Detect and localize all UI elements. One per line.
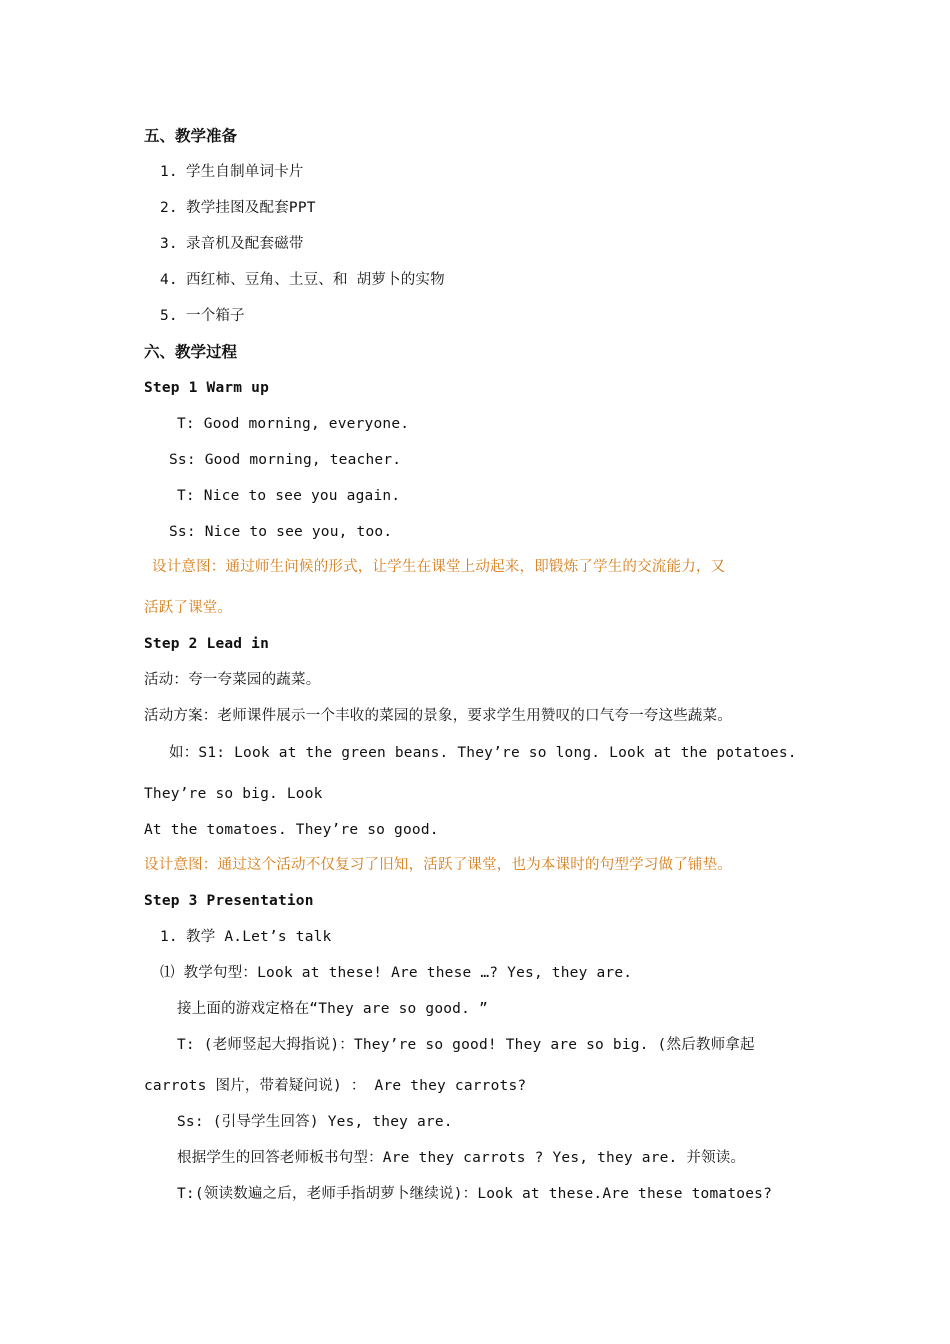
sentence-pattern-line: ⑴ 教学句型：Look at these! Are these …? Yes, they are. — [160, 965, 633, 981]
dialog-line: T: Good morning, everyone. — [177, 416, 410, 432]
prep-item-number: 5. — [160, 308, 178, 324]
activity-text: 活动：夸一夸菜园的蔬菜。 — [144, 672, 321, 688]
dialog-line: Ss: Nice to see you, too. — [169, 524, 393, 540]
prep-item-text: 西红柿、豆角、土豆、和 胡萝卜的实物 — [186, 272, 445, 288]
teaching-item-number: 1. — [160, 929, 178, 945]
dialog-line: T: Nice to see you again. — [177, 488, 401, 504]
prep-item-number: 1. — [160, 164, 178, 180]
section-heading-process: 六、教学过程 — [144, 342, 238, 361]
prep-item-3 — [160, 234, 304, 254]
design-intent-step2: 设计意图：通过这个活动不仅复习了旧知，活跃了课堂，也为本课时的句型学习做了铺垫。 — [144, 857, 732, 873]
procedure-line: 根据学生的回答老师板书句型：Are they carrots ? Yes, they are. 并领读。 — [177, 1150, 746, 1166]
step1-title: Step 1 Warm up — [144, 380, 270, 396]
prep-item-1 — [160, 162, 304, 182]
activity-plan: 活动方案：老师课件展示一个丰收的菜园的景象，要求学生用赞叹的口气夸一夸这些蔬菜。 — [144, 708, 732, 724]
prep-item-text: 教学挂图及配套PPT — [186, 200, 316, 216]
prep-item-text: 录音机及配套磁带 — [186, 236, 304, 252]
design-intent-step1-cont: 活跃了课堂。 — [144, 600, 233, 616]
step3-title: Step 3 Presentation — [144, 893, 314, 909]
design-intent-step1: 设计意图：通过师生问候的形式，让学生在课堂上动起来，即锻炼了学生的交流能力，又 — [152, 559, 726, 575]
prep-item-number: 3. — [160, 236, 178, 252]
procedure-line: Ss: (引导学生回答) Yes, they are. — [177, 1114, 453, 1130]
procedure-line: T: (老师竖起大拇指说)：They’re so good! They are so big. (然后教师拿起 — [177, 1037, 755, 1053]
prep-item-2 — [160, 198, 316, 218]
prep-item-4 — [160, 270, 445, 290]
prep-item-text: 一个箱子 — [186, 308, 245, 324]
prep-item-text: 学生自制单词卡片 — [186, 164, 304, 180]
procedure-line: T:(领读数遍之后，老师手指胡萝卜继续说)：Look at these.Are these tomatoes? — [177, 1186, 772, 1202]
teaching-item-1 — [160, 927, 332, 947]
section-heading-preparation: 五、教学准备 — [144, 126, 238, 145]
prep-item-number: 4. — [160, 272, 178, 288]
procedure-line: 接上面的游戏定格在“They are so good. ” — [177, 1001, 488, 1017]
step2-title: Step 2 Lead in — [144, 636, 270, 652]
prep-item-number: 2. — [160, 200, 178, 216]
example-line: At the tomatoes. They’re so good. — [144, 822, 439, 838]
example-line: They’re so big. Look — [144, 786, 323, 802]
procedure-line: carrots 图片，带着疑问说) ： Are they carrots? — [144, 1078, 527, 1094]
teaching-item-text: 教学 A.Let’s talk — [186, 929, 332, 945]
example-line: 如：S1: Look at the green beans. They’re so long. Look at the potatoes. — [169, 745, 797, 761]
dialog-line: Ss: Good morning, teacher. — [169, 452, 402, 468]
prep-item-5 — [160, 306, 245, 326]
